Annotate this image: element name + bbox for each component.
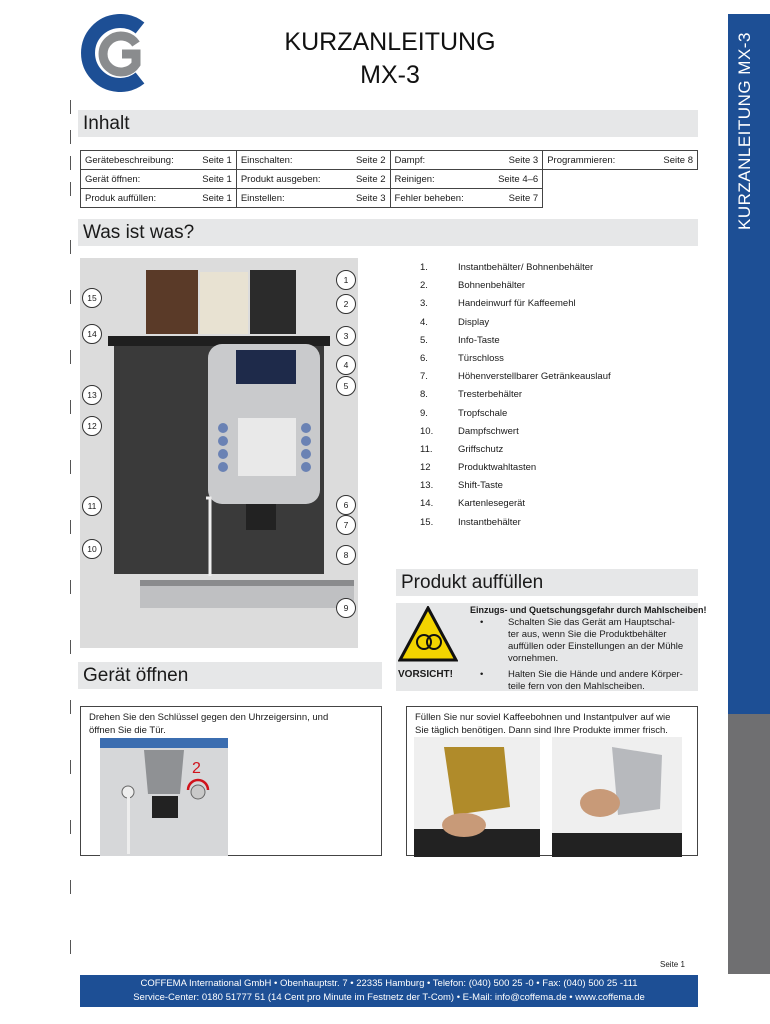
open-text-line: Drehen Sie den Schlüssel gegen den Uhrzeigersinn, und (89, 712, 329, 723)
toc-cell: Einschalten: Seite 2 (236, 151, 390, 170)
warning-item-2: • Halten Sie die Hände und andere Körper- teile fern von den Mahlscheiben. (480, 669, 683, 692)
toc-cell: Einstellen: Seite 3 (236, 189, 390, 208)
callout-2: 2 (336, 294, 356, 314)
callout-10: 10 (82, 539, 102, 559)
toc-table (80, 150, 698, 208)
callout-14: 14 (82, 324, 102, 344)
open-door-photo (100, 738, 228, 856)
warning-item-1: • Schalten Sie das Gerät am Hauptschal- ter aus, wenn Sie die Produktbehälter auffüllen oder Einstellungen an der Mühle vornehmen. (480, 617, 684, 664)
list-item: 10. Dampfschwert (420, 425, 519, 437)
section-was-ist-was: Was ist was? (78, 219, 698, 246)
section-inhalt: Inhalt (78, 110, 698, 137)
callout-7: 7 (336, 515, 356, 535)
list-item: 8. Tresterbehälter (420, 389, 523, 401)
callout-6: 6 (336, 495, 356, 515)
toc-cell (543, 189, 698, 208)
list-item: 11. Griffschutz (420, 443, 504, 455)
toc-cell (543, 170, 698, 189)
callout-1: 1 (336, 270, 356, 290)
list-item: 4. Display (420, 316, 490, 328)
side-tab-gray (728, 714, 770, 974)
footer-line-1: COFFEMA International GmbH • Obenhauptstr. 7 • 22335 Hamburg • Telefon: (040) 500 25 -0 • Fax: (040) 500 25 -111 (140, 978, 638, 989)
callout-4: 4 (336, 355, 356, 375)
fill-photo-instant (552, 737, 682, 857)
toc-cell: Gerät öffnen: Seite 1 (81, 170, 237, 189)
callout-15: 15 (82, 288, 102, 308)
toc-cell: Gerätebeschreibung: Seite 1 (81, 151, 237, 170)
warning-title: Einzugs- und Quetschungsgefahr durch Mahlscheiben! (470, 605, 707, 615)
callout-11: 11 (82, 496, 102, 516)
warning-label: VORSICHT! (398, 669, 453, 680)
footer-line-2: Service-Center: 0180 51777 51 (14 Cent pro Minute im Festnetz der T-Com) • E-Mail: info@coffema.de • www.coffema.de (133, 992, 645, 1003)
list-item: 2. Bohnenbehälter (420, 280, 526, 292)
callout-5: 5 (336, 376, 356, 396)
list-item: 3. Handeinwurf für Kaffeemehl (420, 298, 576, 310)
section-geraet-oeffnen: Gerät öffnen (78, 662, 382, 689)
toc-cell: Dampf: Seite 3 (390, 151, 543, 170)
list-item: 12 Produktwahltasten (420, 462, 537, 474)
fill-photo-beans (414, 737, 540, 857)
open-text-line: öffnen Sie die Tür. (89, 725, 166, 736)
list-item: 6. Türschloss (420, 352, 504, 364)
toc-cell: Reinigen: Seite 4–6 (390, 170, 543, 189)
side-tab-label: KURZANLEITUNG MX-3 (735, 32, 754, 230)
callout-12: 12 (82, 416, 102, 436)
toc-row (81, 170, 698, 189)
callout-13: 13 (82, 385, 102, 405)
toc-row (81, 189, 698, 208)
fill-text-line: Füllen Sie nur soviel Kaffeebohnen und Instantpulver auf wie (415, 712, 671, 723)
coffema-logo (78, 14, 156, 92)
fill-text-line: Sie täglich benötigen. Dann sind Ihre Produkte immer frisch. (415, 725, 668, 736)
warning-triangle-icon (398, 606, 458, 664)
parts-list (420, 262, 611, 535)
list-item: 15. Instantbehälter (420, 516, 521, 528)
list-item: 7. Höhenverstellbarer Getränkeauslauf (420, 371, 611, 383)
list-item: 13. Shift-Taste (420, 480, 503, 492)
toc-cell: Fehler beheben: Seite 7 (390, 189, 543, 208)
machine-photo (80, 258, 358, 648)
toc-cell: Programmieren: Seite 8 (543, 151, 698, 170)
list-item: 14. Kartenlesegerät (420, 498, 526, 510)
callout-8: 8 (336, 545, 356, 565)
toc-row (81, 151, 698, 170)
footer (80, 975, 698, 1007)
open-step-number: 2 (192, 760, 201, 777)
toc-cell: Produk auffüllen: Seite 1 (81, 189, 237, 208)
margin-ticks (70, 100, 74, 970)
list-item: 1. Instantbehälter/ Bohnenbehälter (420, 262, 594, 273)
list-item: 9. Tropfschale (420, 407, 508, 419)
callout-3: 3 (336, 326, 356, 346)
section-produkt-auffuellen: Produkt auffüllen (396, 569, 698, 596)
callout-9: 9 (336, 598, 356, 618)
toc-cell: Produkt ausgeben: Seite 2 (236, 170, 390, 189)
page-title: KURZANLEITUNG MX-3 (284, 28, 496, 89)
page-number: Seite 1 (660, 960, 685, 969)
list-item: 5. Info-Taste (420, 334, 500, 346)
coffee-machine-illustration (80, 258, 358, 648)
